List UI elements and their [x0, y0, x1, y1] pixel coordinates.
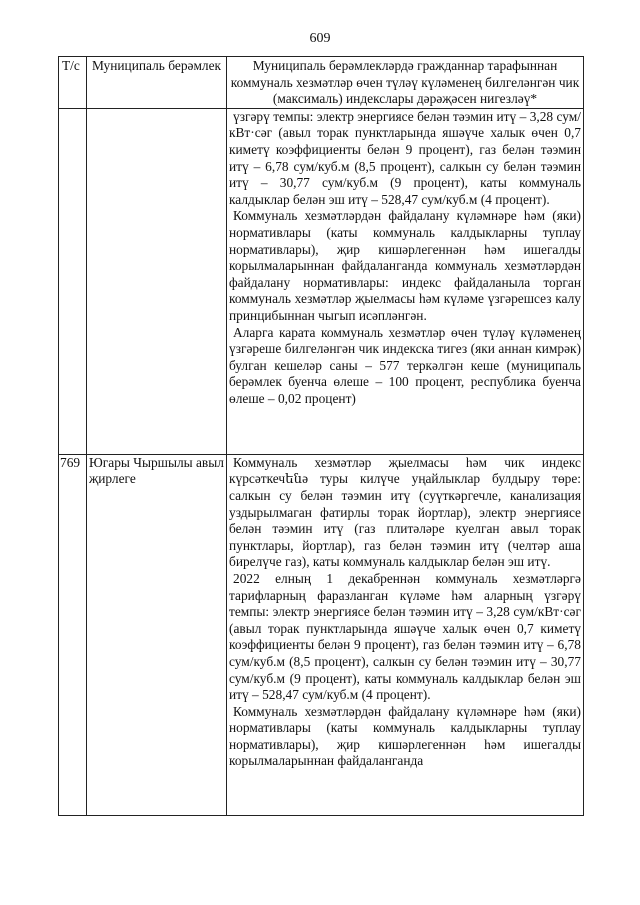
description-paragraph: 2022 елның 1 декабреннән коммуналь хезмәтләргә тарифларның фаразланган күләме һәм аларның үзгәрү темпы: электр энергиясе белән тәэмин итү – 3,28 сум/кВт·сәг (авыл торак пунктларында яшәүче халык өчен 0,7 киметү коэффициенты белән 9 процент), газ белән тәэмин итү – 6,78 сум/куб.м (8,5 процент), салкын су белән тәэмин итү – 30,77 сум/куб.м (9 процент), каты коммуналь калдыклар белән эш итү – 528,47 сум/куб.м (4 процент). — [229, 570, 581, 703]
description-paragraph: Аларга карата коммуналь хезмәтләр өчен түләү күләменең үзгәреше билгеләнгән чик индекска тигез (яки аннан кимрәк) булган кешеләр саны – 577 теркәлгән кеше (муниципаль берәмлек буенча өлеше – 100 процент, республика буенча өлеше – 0,02 процент) — [229, 324, 581, 406]
table-header-row — [59, 57, 584, 109]
table-row — [59, 108, 584, 454]
row-description — [227, 108, 584, 454]
description-paragraph: Коммуналь хезмәтләр җыелмасы һәм чик индекс күрсәткечենә туры килүче уңайлыклар булдыру төре: салкын су белән тәэмин итү (суүткәргечле, канализация уздырылмаган фатирлы торак йортлар), электр энергиясе белән тәэмин итү (газ плитәләре куелган авыл торак пунктлары, йортлар), газ белән тәэмин итү (челтәр аша бирелүче газ), каты коммуналь калдыклар белән эш итү. — [229, 454, 581, 570]
page-number: 609 — [309, 31, 331, 46]
row-description — [227, 454, 584, 815]
header-municipality: Муниципаль берәмлек — [87, 57, 227, 109]
description-paragraph: үзгәрү темпы: электр энергиясе белән тәэмин итү – 3,28 сум/кВт·сәг (авыл торак пунктларында яшәүче халык өчен 0,7 киметү коэффициенты белән 9 процент), газ белән тәэмин итү – 6,78 сум/куб.м (8,5 процент), салкын су белән тәэмин итү – 30,77 сум/куб.м (9 процент), каты коммуналь калдыклар белән эш итү – 528,47 сум/куб.м (4 процент). — [229, 108, 581, 207]
row-number — [59, 108, 87, 454]
row-municipality — [87, 108, 227, 454]
header-description: Муниципаль берәмлекләрдә гражданнар тарафыннан коммуналь хезмәтләр өчен түләү күләменең билгеләнгән чик (максималь) индекслары дәрәҗәсен нигезләү* — [227, 57, 584, 109]
municipality-table — [58, 56, 584, 816]
description-paragraph: Коммуналь хезмәтләрдән файдалану күләмнәре һәм (яки) нормативлары (каты коммуналь калдыкларны туплау нормативлары), җир кишәрлегеннән һәм ишегалды корылмаларыннан файдаланганда — [229, 703, 581, 769]
row-number: 769 — [59, 454, 87, 815]
header-number: Т/с — [59, 57, 87, 109]
table-row — [59, 454, 584, 815]
description-paragraph: Коммуналь хезмәтләрдән файдалану күләмнәре һәм (яки) нормативлары (каты коммуналь калдыкларны туплау нормативлары), җир кишәрлегеннән һәм ишегалды корылмаларыннан файдаланганда коммуналь хезмәтләрдән файдалану нормативлары: индекс файдаланыла торган коммуналь хезмәтләр җыелмасы һәм күләме үзгәрешсез калу принцибыннан чыгып исәпләнгән. — [229, 208, 581, 323]
row-municipality: Югары Чыршылы авыл җирлеге — [87, 454, 227, 815]
